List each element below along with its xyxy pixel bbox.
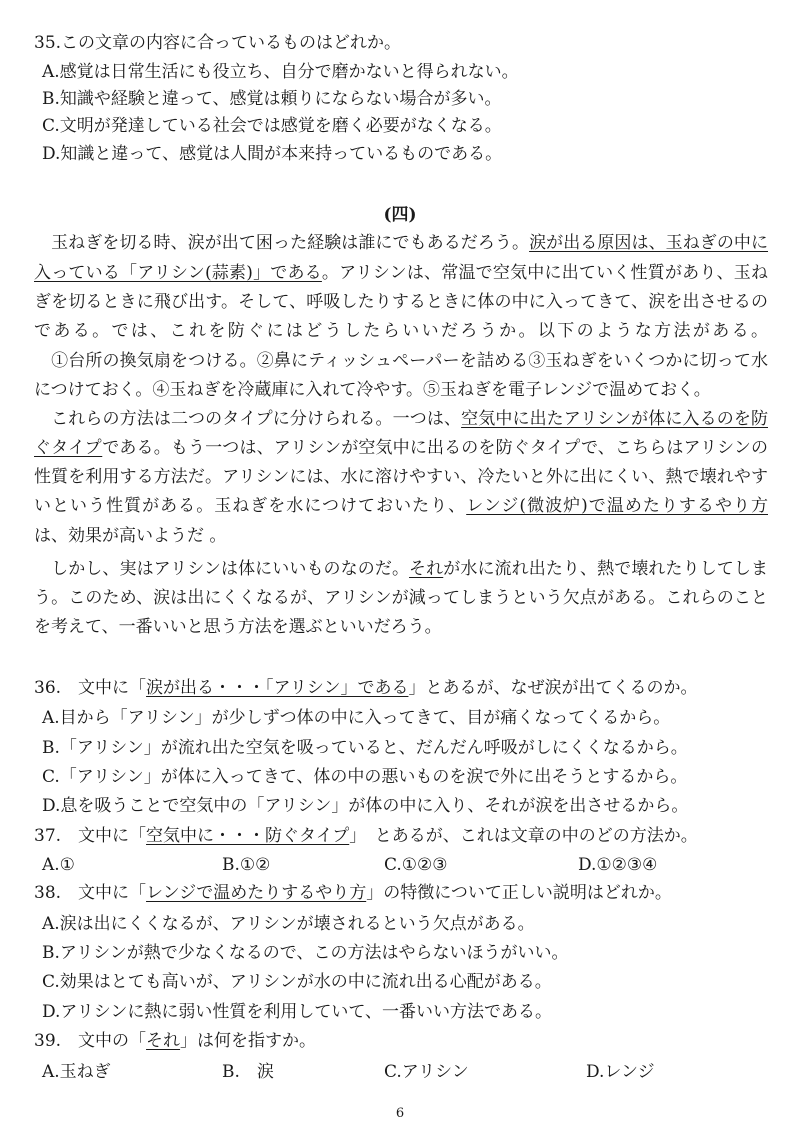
underlined-phrase: 涙が出る原因は、玉ねぎの中に <box>529 233 769 253</box>
q39-option-c: C.アリシン <box>384 1062 469 1082</box>
passage-text: 玉ねぎを切る時、涙が出て困った経験は誰にでもあるだろう。 <box>34 233 530 253</box>
question-text: 36. 文中に「 <box>34 678 147 698</box>
question-39 <box>34 1030 316 1052</box>
question-35: 35.この文章の内容に合っているものはどれか。 <box>34 33 402 53</box>
question-37 <box>34 825 698 847</box>
passage-line: ①台所の換気扇をつける。②鼻にティッシュペーパーを詰める③玉ねぎをいくつかに切って水 <box>34 351 768 371</box>
underlined-phrase: 入っている「アリシン(蒜素)」である <box>34 263 322 283</box>
question-text: 」は何を指すか。 <box>180 1031 317 1051</box>
question-text: 38. 文中に「 <box>34 883 147 903</box>
question-36 <box>34 677 697 699</box>
question-quote: それ <box>146 1031 181 1051</box>
passage-line <box>34 408 768 430</box>
passage-line: につけておく。④玉ねぎを冷蔵庫に入れて冷やす。⑤玉ねぎを電子レンジで温めておく。 <box>34 380 711 400</box>
question-text: 」 とあるが、これは文章の中のどの方法か。 <box>349 826 698 846</box>
passage-line: う。このため、涙は出にくくなるが、アリシンが減ってしまうという欠点がある。これらのこと <box>34 588 768 608</box>
passage-text: 。アリシンは、常温で空気中に出ていく性質があり、玉ね <box>321 263 768 283</box>
q36-option-b: B.「アリシン」が流れ出た空気を吸っていると、だんだん呼吸がしにくくなるから。 <box>42 738 688 758</box>
passage-text: これらの方法は二つのタイプに分けられる。一つは、 <box>34 409 462 429</box>
passage-text: しかし、実はアリシンは体にいいものなのだ。 <box>34 559 410 579</box>
passage-line: を考えて、一番いいと思う方法を選ぶといいだろう。 <box>34 617 442 637</box>
question-text: 39. 文中の「 <box>34 1031 147 1051</box>
q37-option-a: A.① <box>42 855 75 875</box>
q37-option-d: D.①②③④ <box>578 855 658 875</box>
q35-option-c: C.文明が発達している社会では感覚を磨く必要がなくなる。 <box>42 116 502 136</box>
q35-option-d: D.知識と違って、感覚は人間が本来持っているものである。 <box>42 144 503 164</box>
passage-line: 性質を利用する方法だ。アリシンには、水に溶けやすい、冷たいと外に出にくい、熱で壊れやす <box>34 467 768 487</box>
passage-line <box>34 262 768 284</box>
underlined-phrase: ぐタイプ <box>34 438 103 458</box>
q38-option-b: B.アリシンが熱で少なくなるので、この方法はやらないほうがいい。 <box>42 943 569 963</box>
question-text: 」とあるが、なぜ涙が出てくるのか。 <box>408 678 698 698</box>
passage-line <box>34 495 768 517</box>
q39-option-b: B. 涙 <box>222 1062 274 1082</box>
question-text: 37. 文中に「 <box>34 826 147 846</box>
q37-option-b: B.①② <box>222 855 271 875</box>
underlined-phrase: レンジ(微波炉)で温めたりするやり方 <box>466 496 768 516</box>
passage-line: である。では、これを防ぐにはどうしたらいいだろうか。以下のような方法がある。 <box>34 321 768 341</box>
passage-text: である。もう一つは、アリシンが空気中に出るのを防ぐタイプで、こちらはアリシンの <box>102 438 769 458</box>
q37-option-c: C.①②③ <box>384 855 448 875</box>
passage-text: が水に流れ出たり、熱で壊れたりしてしま <box>443 559 769 579</box>
page-number: 6 <box>395 1106 405 1121</box>
question-38 <box>34 882 672 904</box>
passage-text: いという性質がある。玉ねぎを水につけておいたり、 <box>34 496 467 516</box>
q36-option-d: D.息を吸うことで空気中の「アリシン」が体の中に入り、それが涙を出させるから。 <box>42 796 689 816</box>
passage-line <box>34 232 768 254</box>
question-text: 」の特徴について正しい説明はどれか。 <box>366 883 672 903</box>
q39-option-a: A.玉ねぎ <box>42 1062 111 1082</box>
passage-line: ぎを切るときに飛び出す。そして、呼吸したりするときに体の中に入ってきて、涙を出させるの <box>34 292 768 312</box>
question-quote: 涙が出る・・・「アリシン」である <box>146 678 409 698</box>
underlined-phrase: それ <box>409 559 444 579</box>
q39-option-d: D.レンジ <box>586 1062 655 1082</box>
q35-option-b: B.知識や経験と違って、感覚は頼りにならない場合が多い。 <box>42 89 502 109</box>
q36-option-a: A.目から「アリシン」が少しずつ体の中に入ってきて、目が痛くなってくるから。 <box>42 708 671 728</box>
underlined-phrase: 空気中に出たアリシンが体に入るのを防 <box>461 409 768 429</box>
q38-option-c: C.効果はとても高いが、アリシンが水の中に流れ出る心配がある。 <box>42 972 552 992</box>
passage-line: は、効果が高いようだ 。 <box>34 526 227 546</box>
q36-option-c: C.「アリシン」が体に入ってきて、体の中の悪いものを涙で外に出そうとするから。 <box>42 767 688 787</box>
passage-line <box>34 437 768 459</box>
q35-option-a: A.感覚は日常生活にも役立ち、自分で磨かないと得られない。 <box>42 62 519 82</box>
question-quote: 空気中に・・・防ぐタイプ <box>146 826 350 846</box>
section-heading: (四) <box>383 205 417 225</box>
q38-option-a: A.涙は出にくくなるが、アリシンが壊されるという欠点がある。 <box>42 914 535 934</box>
question-quote: レンジで温めたりするやり方 <box>146 883 367 903</box>
passage-line <box>34 558 768 580</box>
q38-option-d: D.アリシンに熱に弱い性質を利用していて、一番いい方法である。 <box>42 1002 552 1022</box>
